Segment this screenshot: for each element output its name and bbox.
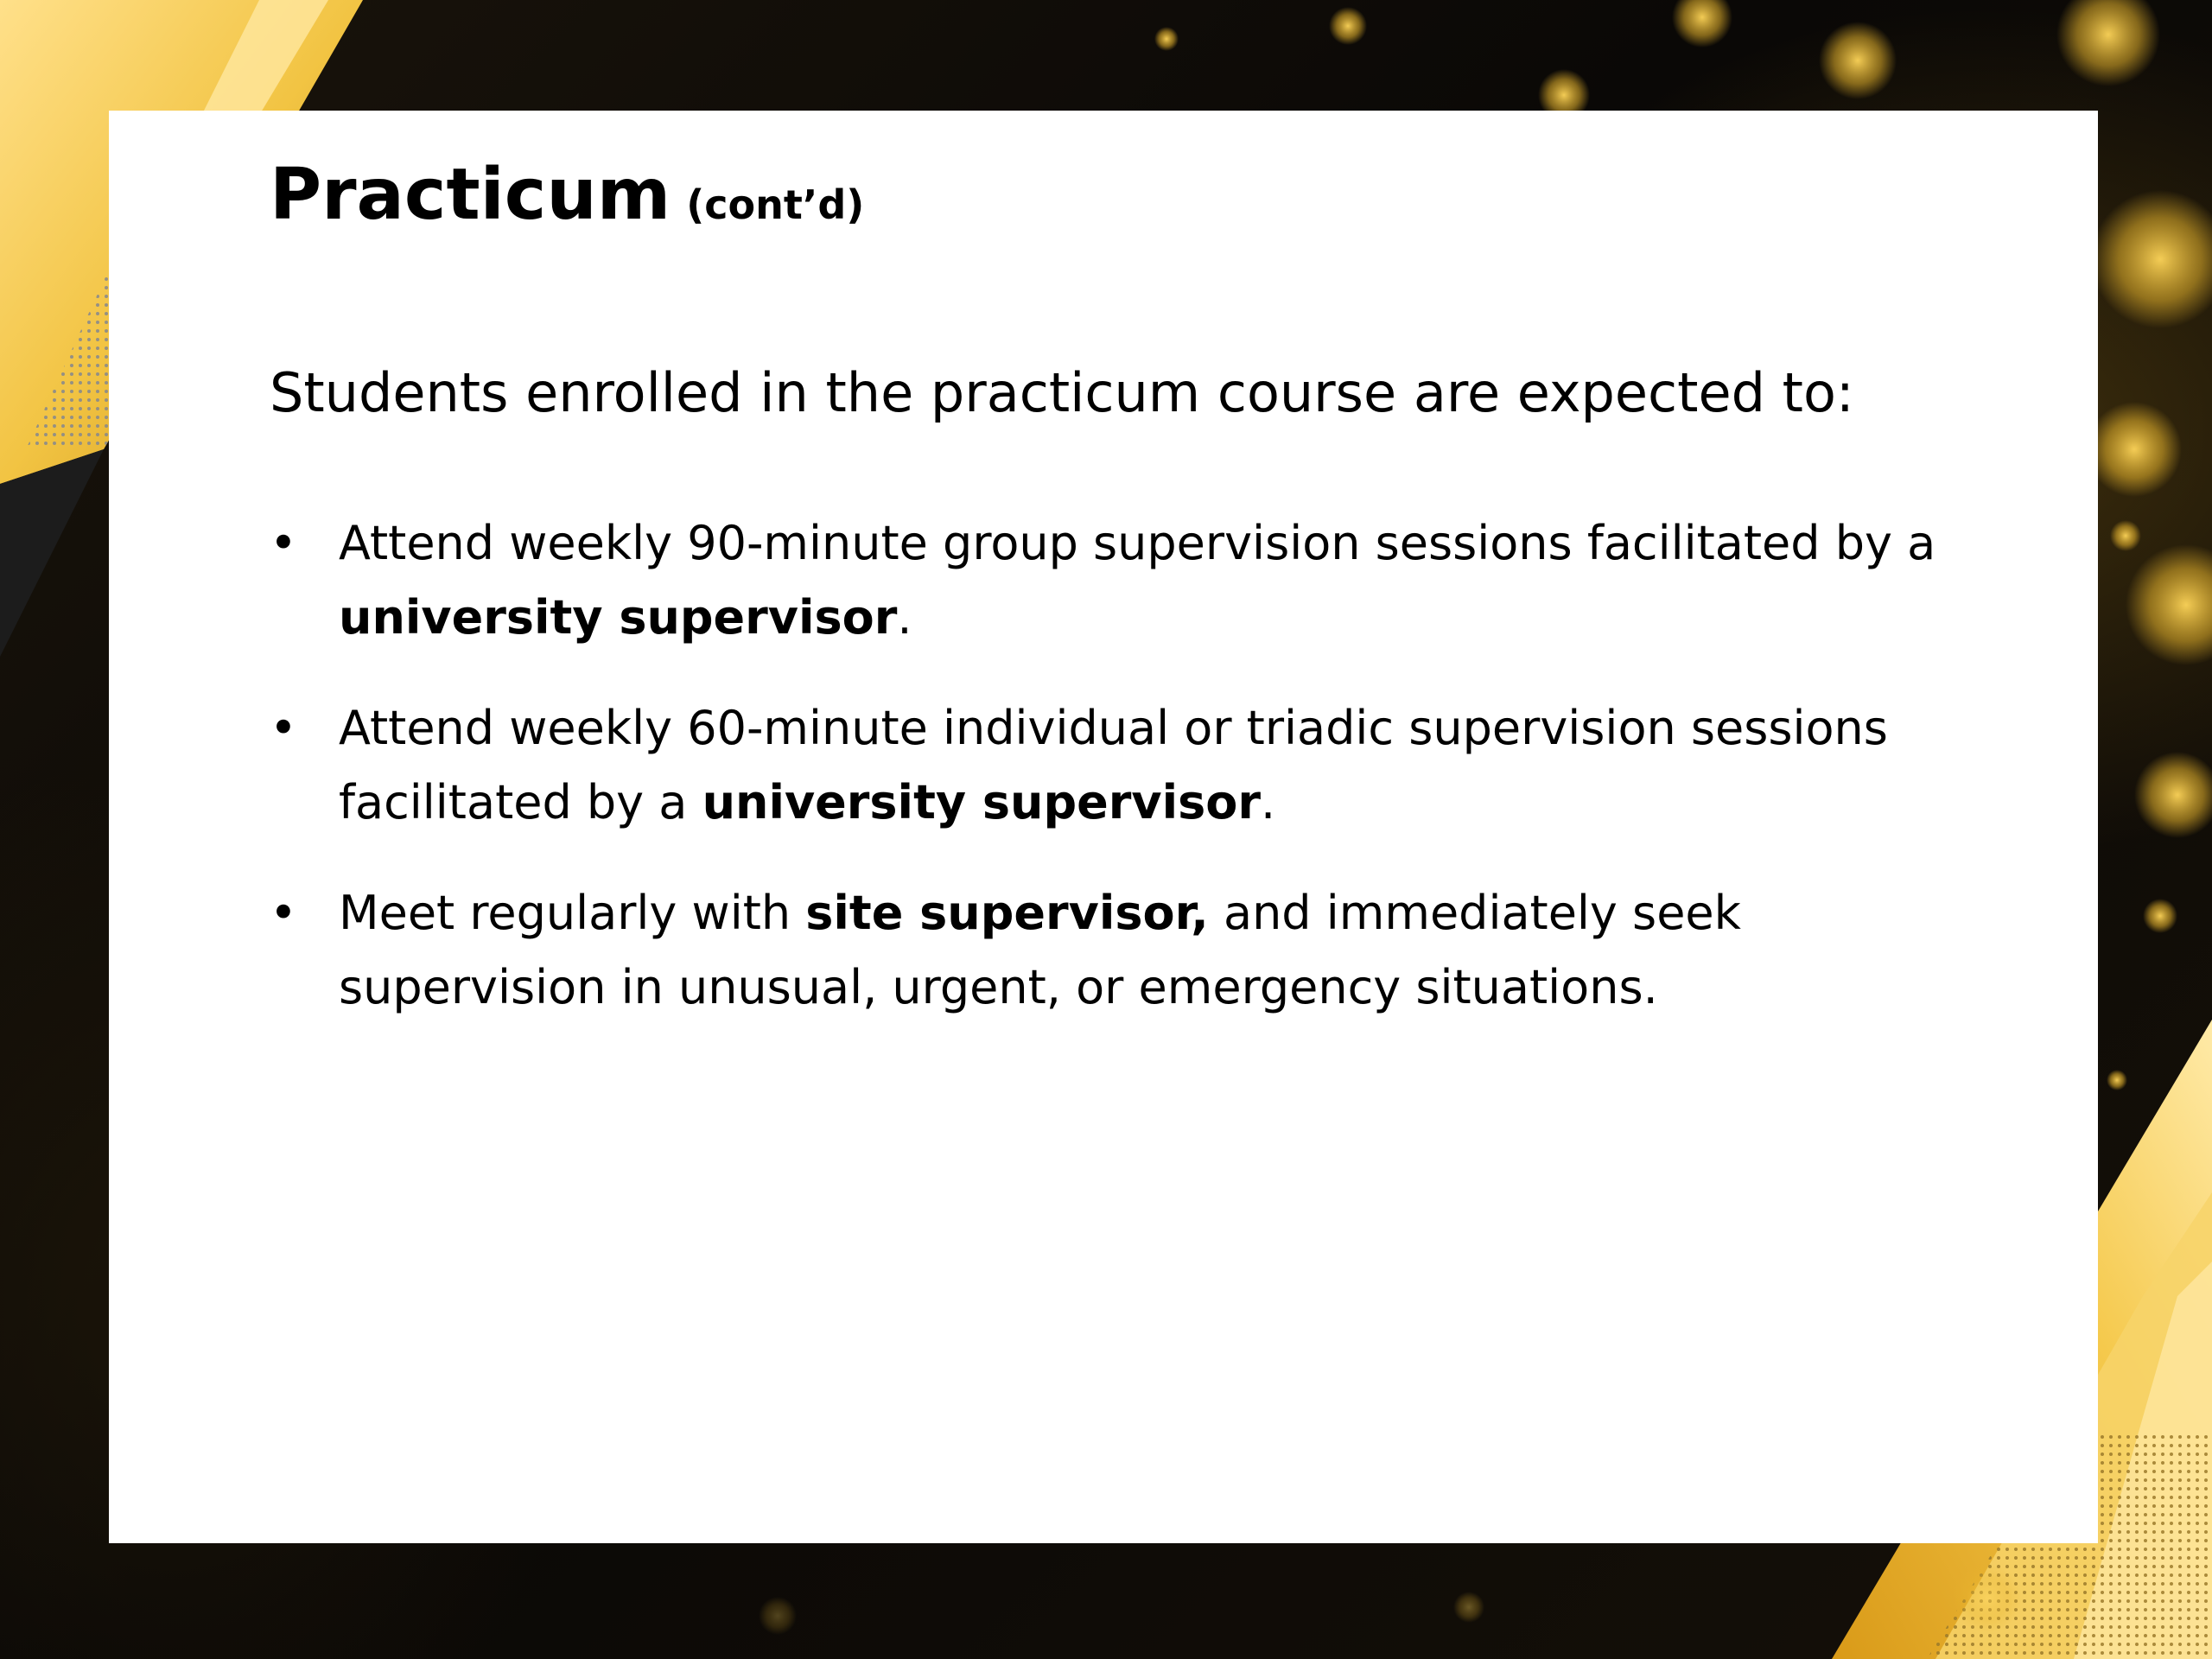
slide-title [270, 152, 864, 248]
bokeh-light [1329, 7, 1367, 45]
bokeh-light [2091, 190, 2212, 328]
bokeh-light [2107, 1070, 2127, 1090]
bullet-text: Attend weekly 90-minute group supervision sessions facilitated by a [339, 516, 1936, 570]
bokeh-light [1672, 0, 1732, 48]
bullet-icon: • [270, 701, 297, 755]
bullet-text-bold: university supervisor [339, 590, 898, 645]
bullet-list [270, 506, 2006, 1061]
bokeh-light [2087, 402, 2182, 497]
bokeh-light [759, 1597, 797, 1635]
bullet-text: . [1260, 775, 1276, 830]
bullet-item [270, 691, 2006, 840]
bullet-icon: • [270, 516, 297, 570]
bullet-text-bold: university supervisor [702, 775, 1261, 830]
bokeh-light [2143, 899, 2177, 933]
bullet-text-bold: site supervisor, [805, 886, 1209, 940]
bokeh-light [2134, 752, 2212, 838]
slide-title-suffix: (cont’d) [686, 181, 865, 228]
bokeh-light [1953, 1564, 2022, 1633]
bullet-item [270, 876, 2006, 1025]
bullet-icon: • [270, 886, 297, 940]
bokeh-light [2126, 544, 2212, 665]
bullet-text: Attend weekly 60-minute individual or triadic supervision sessions facilitated by a [339, 701, 1888, 830]
slide-title-text: Practicum [270, 154, 671, 236]
bokeh-light [2056, 0, 2160, 86]
bokeh-light [1154, 27, 1179, 51]
bullet-text: Meet regularly with [339, 886, 806, 940]
intro-text: Students enrolled in the practicum course are expected to: [270, 361, 1854, 424]
bullet-text: and immediately seek supervision in unusual, urgent, or emergency situations. [339, 886, 1741, 1014]
bokeh-light [1453, 1592, 1484, 1623]
bullet-item [270, 506, 2006, 655]
dark-stripe-left [0, 449, 104, 657]
bullet-text: . [897, 590, 912, 645]
bokeh-light [2110, 520, 2141, 551]
bokeh-light [1819, 22, 1897, 99]
